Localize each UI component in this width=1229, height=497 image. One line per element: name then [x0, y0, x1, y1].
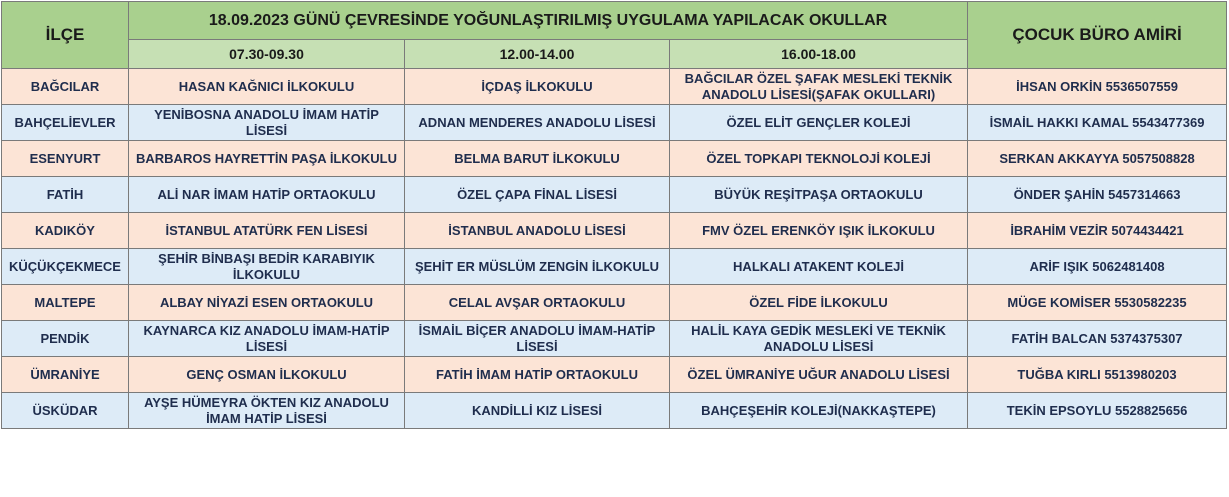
table-row — [2, 249, 1227, 285]
time-slot-2: 12.00-14.00 — [405, 40, 670, 69]
schedule-table — [1, 1, 1227, 429]
district-cell: BAHÇELİEVLER — [2, 105, 129, 141]
table-row — [2, 357, 1227, 393]
table-row — [2, 393, 1227, 429]
slot2-school-cell: İSTANBUL ANADOLU LİSESİ — [405, 213, 670, 249]
chief-cell: TEKİN EPSOYLU 5528825656 — [968, 393, 1227, 429]
schedule-body — [2, 2, 1227, 429]
chief-header: ÇOCUK BÜRO AMİRİ — [968, 2, 1227, 69]
district-header: İLÇE — [2, 2, 129, 69]
chief-cell: FATİH BALCAN 5374375307 — [968, 321, 1227, 357]
district-cell: FATİH — [2, 177, 129, 213]
slot1-school-cell: AYŞE HÜMEYRA ÖKTEN KIZ ANADOLU İMAM HATİP LİSESİ — [129, 393, 405, 429]
slot1-school-cell: KAYNARCA KIZ ANADOLU İMAM-HATİP LİSESİ — [129, 321, 405, 357]
slot1-school-cell: HASAN KAĞNICI İLKOKULU — [129, 69, 405, 105]
slot3-school-cell: ÖZEL ELİT GENÇLER KOLEJİ — [670, 105, 968, 141]
slot1-school-cell: YENİBOSNA ANADOLU İMAM HATİP LİSESİ — [129, 105, 405, 141]
slot1-school-cell: İSTANBUL ATATÜRK FEN LİSESİ — [129, 213, 405, 249]
slot3-school-cell: BAHÇEŞEHİR KOLEJİ(NAKKAŞTEPE) — [670, 393, 968, 429]
district-cell: MALTEPE — [2, 285, 129, 321]
time-slot-3: 16.00-18.00 — [670, 40, 968, 69]
slot2-school-cell: BELMA BARUT İLKOKULU — [405, 141, 670, 177]
slot2-school-cell: CELAL AVŞAR ORTAOKULU — [405, 285, 670, 321]
slot3-school-cell: BÜYÜK REŞİTPAŞA ORTAOKULU — [670, 177, 968, 213]
district-cell: ÜMRANİYE — [2, 357, 129, 393]
chief-cell: ÖNDER ŞAHİN 5457314663 — [968, 177, 1227, 213]
slot2-school-cell: FATİH İMAM HATİP ORTAOKULU — [405, 357, 670, 393]
chief-cell: İSMAİL HAKKI KAMAL 5543477369 — [968, 105, 1227, 141]
slot2-school-cell: İÇDAŞ İLKOKULU — [405, 69, 670, 105]
slot2-school-cell: KANDİLLİ KIZ LİSESİ — [405, 393, 670, 429]
table-row — [2, 321, 1227, 357]
table-row — [2, 105, 1227, 141]
chief-cell: ARİF IŞIK 5062481408 — [968, 249, 1227, 285]
slot3-school-cell: BAĞCILAR ÖZEL ŞAFAK MESLEKİ TEKNİK ANADOLU LİSESİ(ŞAFAK OKULLARI) — [670, 69, 968, 105]
district-cell: PENDİK — [2, 321, 129, 357]
time-slot-1: 07.30-09.30 — [129, 40, 405, 69]
slot3-school-cell: ÖZEL ÜMRANİYE UĞUR ANADOLU LİSESİ — [670, 357, 968, 393]
slot2-school-cell: ÖZEL ÇAPA FİNAL LİSESİ — [405, 177, 670, 213]
district-cell: KADIKÖY — [2, 213, 129, 249]
chief-cell: TUĞBA KIRLI 5513980203 — [968, 357, 1227, 393]
slot1-school-cell: ŞEHİR BİNBAŞI BEDİR KARABIYIK İLKOKULU — [129, 249, 405, 285]
chief-cell: İBRAHİM VEZİR 5074434421 — [968, 213, 1227, 249]
slot2-school-cell: ADNAN MENDERES ANADOLU LİSESİ — [405, 105, 670, 141]
slot3-school-cell: FMV ÖZEL ERENKÖY IŞIK İLKOKULU — [670, 213, 968, 249]
table-row — [2, 177, 1227, 213]
slot3-school-cell: ÖZEL FİDE İLKOKULU — [670, 285, 968, 321]
chief-cell: İHSAN ORKİN 5536507559 — [968, 69, 1227, 105]
slot2-school-cell: ŞEHİT ER MÜSLÜM ZENGİN İLKOKULU — [405, 249, 670, 285]
table-row — [2, 69, 1227, 105]
slot1-school-cell: ALBAY NİYAZİ ESEN ORTAOKULU — [129, 285, 405, 321]
slot3-school-cell: ÖZEL TOPKAPI TEKNOLOJİ KOLEJİ — [670, 141, 968, 177]
header-row — [2, 2, 1227, 40]
slot1-school-cell: BARBAROS HAYRETTİN PAŞA İLKOKULU — [129, 141, 405, 177]
chief-cell: SERKAN AKKAYYA 5057508828 — [968, 141, 1227, 177]
slot3-school-cell: HALİL KAYA GEDİK MESLEKİ VE TEKNİK ANADOLU LİSESİ — [670, 321, 968, 357]
chief-cell: MÜGE KOMİSER 5530582235 — [968, 285, 1227, 321]
district-cell: ESENYURT — [2, 141, 129, 177]
district-cell: ÜSKÜDAR — [2, 393, 129, 429]
table-row — [2, 141, 1227, 177]
table-row — [2, 285, 1227, 321]
table-title: 18.09.2023 GÜNÜ ÇEVRESİNDE YOĞUNLAŞTIRILMIŞ UYGULAMA YAPILACAK OKULLAR — [129, 2, 968, 40]
district-cell: BAĞCILAR — [2, 69, 129, 105]
district-cell: KÜÇÜKÇEKMECE — [2, 249, 129, 285]
slot2-school-cell: İSMAİL BİÇER ANADOLU İMAM-HATİP LİSESİ — [405, 321, 670, 357]
slot1-school-cell: GENÇ OSMAN İLKOKULU — [129, 357, 405, 393]
table-row — [2, 213, 1227, 249]
slot1-school-cell: ALİ NAR İMAM HATİP ORTAOKULU — [129, 177, 405, 213]
slot3-school-cell: HALKALI ATAKENT KOLEJİ — [670, 249, 968, 285]
